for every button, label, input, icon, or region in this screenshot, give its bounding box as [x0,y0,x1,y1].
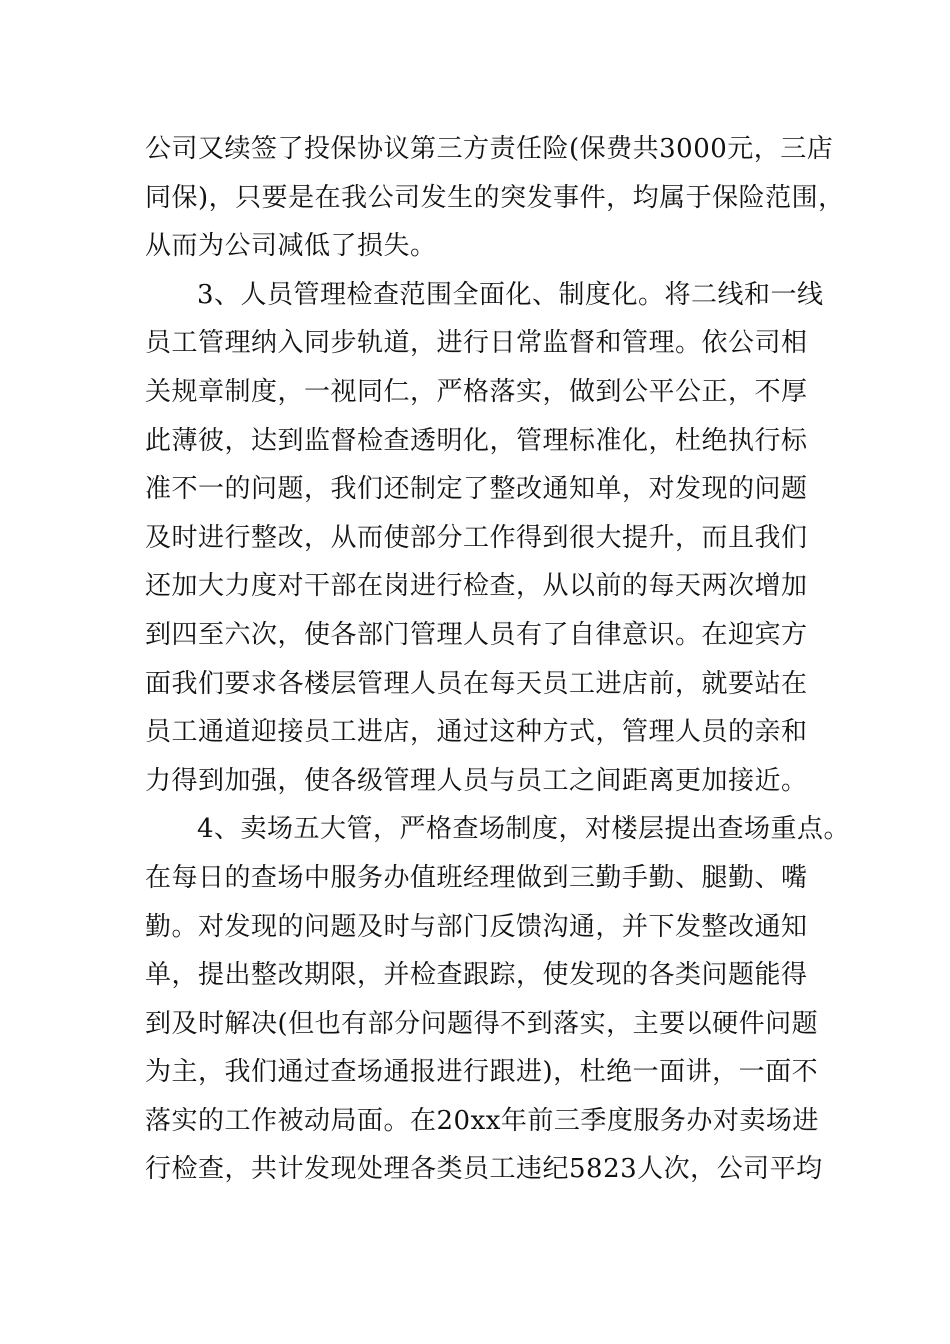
text-line: 公司又续签了投保协议第三方责任险(保费共3000元，三店 [145,134,834,164]
text-line: 员工管理纳入同步轨道，进行日常监督和管理。依公司相 [145,328,808,359]
text-line: 关规章制度，一视同仁，严格落实，做到公平公正，不厚 [145,376,808,407]
text-line: 同保)，只要是在我公司发生的突发事件，均属于保险范围， [145,182,845,213]
text-line: 落实的工作被动局面。在20xx年前三季度服务办对卖场进 [145,1105,819,1136]
text-line: 到四至六次，使各部门管理人员有了自律意识。在迎宾方 [145,619,808,650]
text-line: 为主，我们通过查场通报进行跟进)，杜绝一面讲，一面不 [145,1057,819,1088]
text-line: 勤。对发现的问题及时与部门反馈沟通，并下发整改通知 [145,911,808,942]
text-line: 到及时解决(但也有部分问题得不到落实，主要以硬件问题 [145,1008,819,1039]
text-line: 3、人员管理检查范围全面化、制度化。将二线和一线 [197,279,824,310]
text-line: 准不一的问题，我们还制定了整改通知单，对发现的问题 [145,474,808,505]
text-line: 从而为公司减低了损失。 [145,231,437,262]
document-body [145,125,851,1194]
text-line: 单，提出整改期限，并检查跟踪，使发现的各类问题能得 [145,960,808,991]
text-line: 行检查，共计发现处理各类员工违纪5823人次，公司平均 [145,1154,823,1185]
text-line: 还加大力度对干部在岗进行检查，从以前的每天两次增加 [145,571,808,602]
text-line: 4、卖场五大管，严格查场制度，对楼层提出查场重点。 [197,814,851,845]
text-line: 及时进行整改，从而使部分工作得到很大提升，而且我们 [145,522,808,553]
text-line: 员工通道迎接员工进店，通过这种方式，管理人员的亲和 [145,717,808,748]
text-line: 此薄彼，达到监督检查透明化，管理标准化，杜绝执行标 [145,425,808,456]
text-line: 面我们要求各楼层管理人员在每天员工进店前，就要站在 [145,668,808,699]
text-line: 在每日的查场中服务办值班经理做到三勤手勤、腿勤、嘴 [145,862,808,893]
text-line: 力得到加强，使各级管理人员与员工之间距离更加接近。 [145,765,808,796]
